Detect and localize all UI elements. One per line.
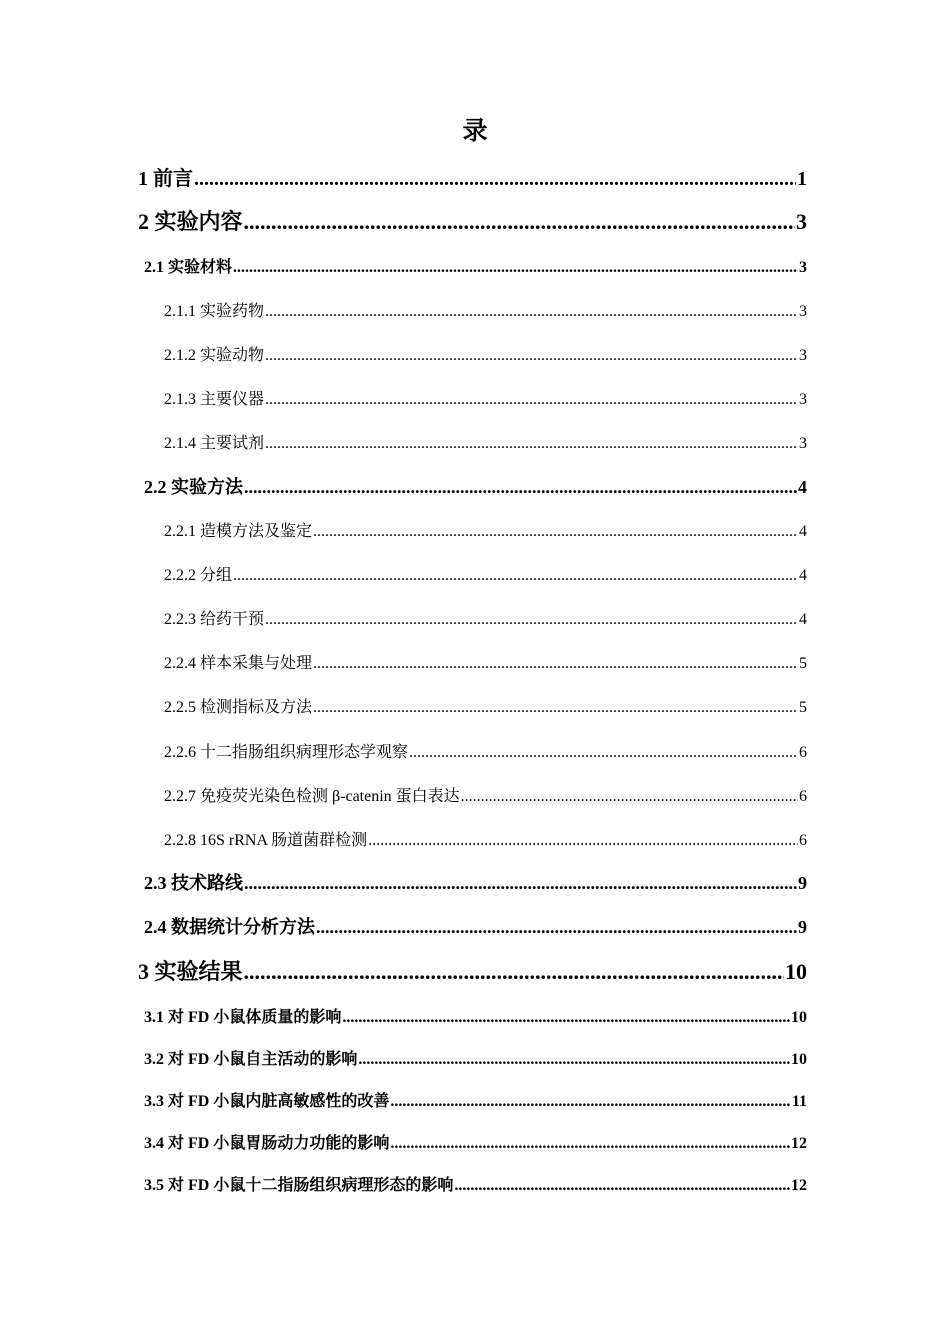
toc-entry-label: 2.2 实验方法 [144,477,243,497]
toc-entry-2-1-1[interactable] [164,298,807,321]
toc-entry-page: 10 [791,1051,807,1068]
dot-leader [390,1135,790,1153]
dot-leader [313,699,798,717]
dot-leader [265,303,798,321]
dot-leader [233,259,798,277]
dot-leader [244,959,784,985]
toc-entry-2[interactable] [138,205,807,236]
toc-entry-page: 3 [799,435,807,452]
dot-leader [454,1177,790,1195]
toc-entry-page: 4 [798,477,807,497]
dot-leader [358,1051,790,1069]
toc-entry-page: 4 [799,567,807,584]
toc-entry-page: 11 [791,1093,807,1110]
toc-entry-label: 2.2.5 检测指标及方法 [164,699,313,716]
toc-entry-page: 4 [799,523,807,540]
toc-entry-page: 6 [799,832,807,849]
toc-entry-page: 10 [785,959,807,984]
toc-title: 录 [462,118,488,145]
toc-entry-label: 2.4 数据统计分析方法 [144,917,315,937]
toc-entry-page: 5 [799,655,807,672]
dot-leader [342,1009,790,1027]
toc-entry-label: 2.1.4 主要试剂 [164,435,265,452]
toc-entry-page: 3 [799,391,807,408]
toc-entry-page: 3 [799,259,807,276]
toc-entry-label: 2.2.6 十二指肠组织病理形态学观察 [164,744,409,761]
toc-entry-label: 2.1.2 实验动物 [164,347,265,364]
toc-entry-2-1[interactable] [144,254,807,277]
dot-leader [244,209,795,235]
toc-entry-3-1[interactable] [144,1004,807,1027]
toc-entry-3-5[interactable] [144,1172,807,1195]
toc-entry-1[interactable] [138,162,807,191]
toc-entry-page: 3 [799,303,807,320]
toc-entry-label: 1 前言 [138,168,193,190]
dot-leader [316,917,797,938]
toc-entry-label: 2 实验内容 [138,209,243,234]
toc-entry-2-1-3[interactable] [164,386,807,409]
toc-entry-page: 9 [798,917,807,937]
toc-entry-3-2[interactable] [144,1046,807,1069]
toc-entry-page: 12 [791,1135,807,1152]
toc-entry-2-2[interactable] [144,473,807,499]
dot-leader [265,347,798,365]
toc-entry-page: 4 [799,611,807,628]
toc-entry-2-2-1[interactable] [164,518,807,541]
dot-leader [313,523,798,541]
toc-entry-label: 2.1.3 主要仪器 [164,391,265,408]
toc-entry-label: 2.2.4 样本采集与处理 [164,655,313,672]
toc-entry-2-1-2[interactable] [164,342,807,365]
toc-entry-page: 5 [799,699,807,716]
toc-entry-2-3[interactable] [144,869,807,895]
toc-entry-2-4[interactable] [144,913,807,939]
dot-leader [244,873,797,894]
toc-entry-2-2-2[interactable] [164,562,807,585]
dot-leader [265,391,798,409]
dot-leader [233,567,798,585]
toc-entry-page: 6 [799,788,807,805]
toc-entry-page: 1 [797,168,807,190]
toc-entry-label: 2.2.3 给药干预 [164,611,265,628]
dot-leader [409,744,798,762]
toc-entry-3[interactable] [138,955,807,986]
toc-entry-2-2-5[interactable] [164,694,807,717]
toc-entry-2-1-4[interactable] [164,430,807,453]
toc-entry-label: 2.2.8 16S rRNA 肠道菌群检测 [164,832,368,849]
toc-entry-page: 10 [791,1009,807,1026]
toc-entry-label: 3.3 对 FD 小鼠内脏高敏感性的改善 [144,1093,390,1110]
dot-leader [244,477,797,498]
toc-entry-label: 2.2.1 造模方法及鉴定 [164,523,313,540]
toc-entry-2-2-8[interactable] [164,827,807,850]
toc-entry-label: 3.1 对 FD 小鼠体质量的影响 [144,1009,342,1026]
toc-entry-page: 9 [798,873,807,893]
dot-leader [368,832,798,850]
toc-entry-label: 2.2.7 免疫荧光染色检测 β-catenin 蛋白表达 [164,788,460,805]
toc-entry-page: 3 [799,347,807,364]
toc-entry-2-2-7[interactable] [164,783,807,806]
toc-entry-page: 12 [791,1177,807,1194]
dot-leader [313,655,798,673]
toc-entry-label: 3.4 对 FD 小鼠胃肠动力功能的影响 [144,1135,390,1152]
dot-leader [265,435,798,453]
toc-entry-label: 3 实验结果 [138,959,243,984]
toc-entry-label: 3.2 对 FD 小鼠自主活动的影响 [144,1051,358,1068]
toc-entry-2-2-6[interactable] [164,739,807,762]
toc-entry-label: 2.1.1 实验药物 [164,303,265,320]
toc-entry-label: 2.2.2 分组 [164,567,233,584]
toc-entry-label: 2.3 技术路线 [144,873,243,893]
dot-leader [194,168,796,191]
dot-leader [265,611,798,629]
toc-entry-2-2-3[interactable] [164,606,807,629]
toc-entry-3-3[interactable] [144,1088,807,1111]
dot-leader [461,788,798,806]
toc-entry-label: 3.5 对 FD 小鼠十二指肠组织病理形态的影响 [144,1177,454,1194]
toc-entry-page: 3 [796,209,807,234]
toc-entry-page: 6 [799,744,807,761]
dot-leader [390,1093,791,1111]
toc-entry-3-4[interactable] [144,1130,807,1153]
toc-entry-label: 2.1 实验材料 [144,259,233,276]
toc-entry-2-2-4[interactable] [164,650,807,673]
